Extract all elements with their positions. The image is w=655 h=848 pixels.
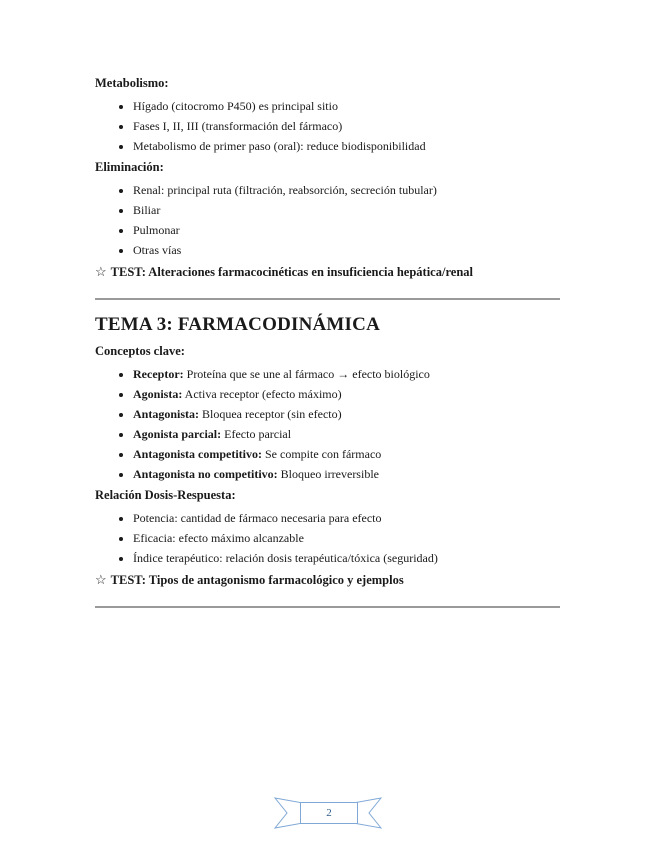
test-note-text: TEST: Tipos de antagonismo farmacológico y ejemplos (110, 573, 404, 587)
list-item: • Fases I, II, III (transformación del fármaco) (133, 116, 560, 136)
list-item (133, 404, 560, 424)
term-desc: Efecto parcial (221, 427, 292, 441)
metabolismo-list (95, 96, 560, 156)
test-note-text: TEST: Alteraciones farmacocinéticas en insuficiencia hepática/renal (110, 265, 473, 279)
list-item: • Metabolismo de primer paso (oral): reduce biodisponibilidad (133, 136, 560, 156)
list-item: • Pulmonar (133, 220, 560, 240)
list-item (133, 364, 560, 384)
list-item: • Índice terapéutico: relación dosis terapéutica/tóxica (seguridad) (133, 548, 560, 568)
eliminacion-list (95, 180, 560, 260)
eliminacion-heading: Eliminación: (95, 160, 164, 174)
page-number: 2 (300, 802, 358, 824)
list-item (133, 424, 560, 444)
term-desc: Proteína que se une al fármaco → efecto biológico (183, 367, 430, 381)
list-item: • Renal: principal ruta (filtración, reabsorción, secreción tubular) (133, 180, 560, 200)
page-title: TEMA 3: FARMACODINÁMICA (95, 314, 380, 335)
metabolismo-heading: Metabolismo: (95, 76, 169, 90)
term: Antagonista: (133, 407, 200, 421)
list-item: • Hígado (citocromo P450) es principal sitio (133, 96, 560, 116)
list-item (133, 384, 560, 404)
term: Agonista: (133, 387, 183, 401)
star-outline-icon: ☆ (95, 264, 107, 279)
document-page (95, 74, 560, 622)
section-divider (95, 606, 560, 608)
test-note (95, 262, 560, 282)
term-desc: Bloquea receptor (sin efecto) (199, 407, 342, 421)
relacion-heading: Relación Dosis-Respuesta: (95, 488, 236, 502)
test-note (95, 570, 560, 590)
term: Antagonista no competitivo: (133, 467, 278, 481)
term-desc: Se compite con fármaco (262, 447, 382, 461)
list-item (133, 464, 560, 484)
term: Receptor: (133, 367, 184, 381)
list-item: • Otras vías (133, 240, 560, 260)
term: Agonista parcial: (133, 427, 222, 441)
page-number-footer (273, 795, 383, 829)
star-outline-icon: ☆ (95, 572, 107, 587)
conceptos-heading: Conceptos clave: (95, 344, 185, 358)
term-desc: Activa receptor (efecto máximo) (182, 387, 342, 401)
conceptos-list (95, 364, 560, 484)
relacion-list (95, 508, 560, 568)
list-item: • Potencia: cantidad de fármaco necesaria para efecto (133, 508, 560, 528)
term-desc: Bloqueo irreversible (277, 467, 379, 481)
section-divider (95, 298, 560, 300)
term: Antagonista competitivo: (133, 447, 262, 461)
list-item: • Biliar (133, 200, 560, 220)
list-item (133, 444, 560, 464)
list-item: • Eficacia: efecto máximo alcanzable (133, 528, 560, 548)
